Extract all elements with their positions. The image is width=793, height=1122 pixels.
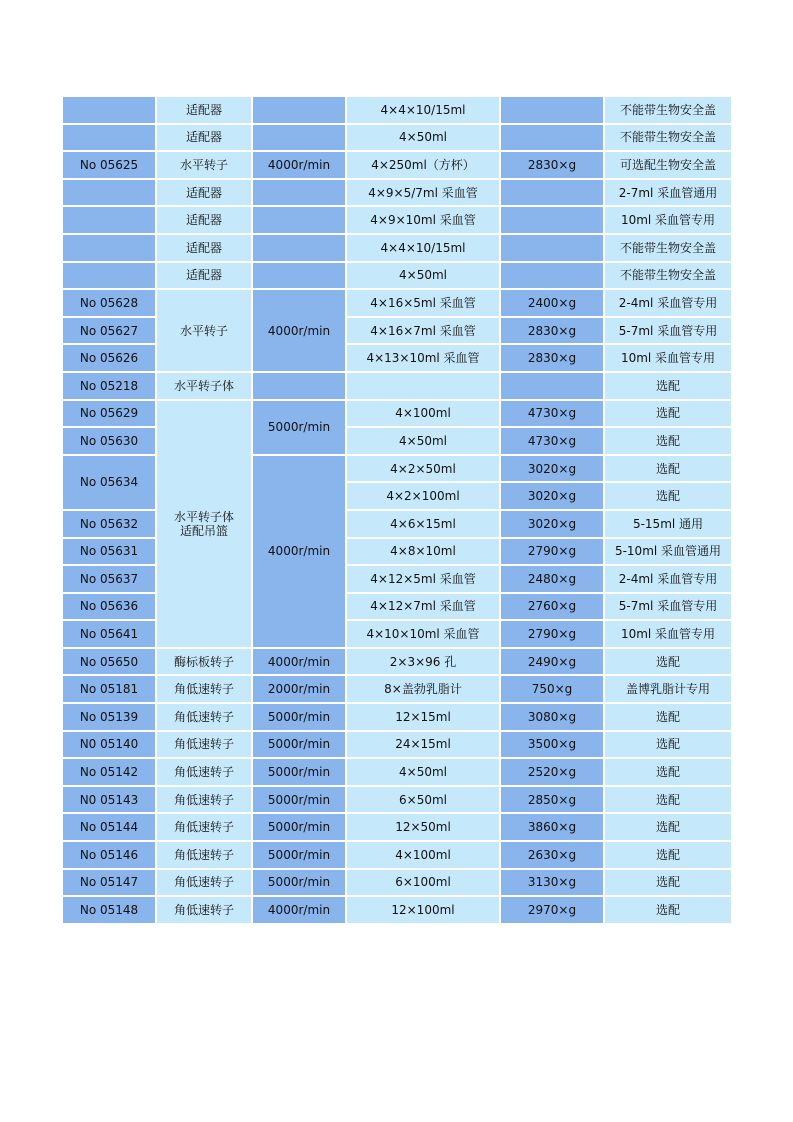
- capacity-cell: 4×13×10ml 采血管: [346, 344, 500, 372]
- rcf-cell: 2630×g: [500, 841, 604, 869]
- max-speed-cell: 4000r/min: [252, 289, 346, 372]
- catalog-number-cell: No 05637: [62, 565, 156, 593]
- catalog-number-cell: No 05634: [62, 455, 156, 510]
- max-speed-cell: 5000r/min: [252, 758, 346, 786]
- capacity-cell: 4×4×10/15ml: [346, 96, 500, 124]
- capacity-cell: 2×3×96 孔: [346, 648, 500, 676]
- rcf-cell: [500, 262, 604, 290]
- catalog-number-cell: No 05626: [62, 344, 156, 372]
- note-cell: 选配: [604, 648, 732, 676]
- capacity-cell: 24×15ml: [346, 731, 500, 759]
- catalog-number-cell: [62, 262, 156, 290]
- capacity-cell: 4×50ml: [346, 124, 500, 152]
- rcf-cell: 3020×g: [500, 482, 604, 510]
- note-cell: 不能带生物安全盖: [604, 234, 732, 262]
- note-cell: 不能带生物安全盖: [604, 262, 732, 290]
- capacity-cell: 4×8×10ml: [346, 538, 500, 566]
- catalog-number-cell: No 05139: [62, 703, 156, 731]
- note-cell: 选配: [604, 731, 732, 759]
- note-cell: 选配: [604, 813, 732, 841]
- catalog-number-cell: No 05625: [62, 151, 156, 179]
- capacity-cell: 12×50ml: [346, 813, 500, 841]
- rotor-name-cell: 适配器: [156, 262, 252, 290]
- max-speed-cell: 5000r/min: [252, 813, 346, 841]
- capacity-cell: [346, 372, 500, 400]
- capacity-cell: 4×50ml: [346, 427, 500, 455]
- note-cell: 10ml 采血管专用: [604, 620, 732, 648]
- max-speed-cell: [252, 96, 346, 124]
- rotor-name-cell: 适配器: [156, 124, 252, 152]
- note-cell: 选配: [604, 482, 732, 510]
- table-row: [62, 151, 732, 179]
- rcf-cell: 2830×g: [500, 344, 604, 372]
- rotor-name-cell: 角低速转子: [156, 896, 252, 924]
- catalog-number-cell: No 05628: [62, 289, 156, 317]
- table-row: [62, 813, 732, 841]
- capacity-cell: 4×10×10ml 采血管: [346, 620, 500, 648]
- catalog-number-cell: No 05636: [62, 593, 156, 621]
- catalog-number-cell: No 05629: [62, 400, 156, 428]
- capacity-cell: 4×50ml: [346, 262, 500, 290]
- max-speed-cell: 4000r/min: [252, 151, 346, 179]
- capacity-cell: 4×16×7ml 采血管: [346, 317, 500, 345]
- table-row: [62, 786, 732, 814]
- table-row: [62, 262, 732, 290]
- table-row: [62, 124, 732, 152]
- capacity-cell: 4×9×5/7ml 采血管: [346, 179, 500, 207]
- rcf-cell: 3860×g: [500, 813, 604, 841]
- catalog-number-cell: No 05632: [62, 510, 156, 538]
- note-cell: 10ml 采血管专用: [604, 206, 732, 234]
- rcf-cell: [500, 372, 604, 400]
- capacity-cell: 4×6×15ml: [346, 510, 500, 538]
- note-cell: 盖博乳脂计专用: [604, 675, 732, 703]
- rcf-cell: 2520×g: [500, 758, 604, 786]
- capacity-cell: 4×16×5ml 采血管: [346, 289, 500, 317]
- capacity-cell: 4×4×10/15ml: [346, 234, 500, 262]
- rotor-name-cell: 水平转子体: [156, 372, 252, 400]
- note-cell: 5-7ml 采血管专用: [604, 593, 732, 621]
- note-cell: 选配: [604, 841, 732, 869]
- rotor-name-cell: 适配器: [156, 206, 252, 234]
- rotor-name-line: 适配吊篮: [179, 523, 228, 538]
- max-speed-cell: [252, 262, 346, 290]
- catalog-number-cell: No 05142: [62, 758, 156, 786]
- table-row: [62, 869, 732, 897]
- table-row: [62, 841, 732, 869]
- table-row: [62, 758, 732, 786]
- rotor-name-cell: 角低速转子: [156, 786, 252, 814]
- note-cell: 选配: [604, 400, 732, 428]
- rcf-cell: 2790×g: [500, 538, 604, 566]
- table-row: [62, 372, 732, 400]
- rcf-cell: 3020×g: [500, 455, 604, 483]
- catalog-number-cell: [62, 179, 156, 207]
- max-speed-cell: 4000r/min: [252, 648, 346, 676]
- catalog-number-cell: [62, 124, 156, 152]
- table-row: [62, 206, 732, 234]
- max-speed-cell: [252, 206, 346, 234]
- rcf-cell: 2850×g: [500, 786, 604, 814]
- rcf-cell: [500, 206, 604, 234]
- rcf-cell: 2830×g: [500, 317, 604, 345]
- note-cell: 5-7ml 采血管专用: [604, 317, 732, 345]
- catalog-number-cell: [62, 234, 156, 262]
- max-speed-cell: 2000r/min: [252, 675, 346, 703]
- catalog-number-cell: N0 05140: [62, 731, 156, 759]
- table-row: [62, 289, 732, 317]
- rcf-cell: 4730×g: [500, 427, 604, 455]
- rotor-name-cell: 角低速转子: [156, 731, 252, 759]
- note-cell: 2-4ml 采血管专用: [604, 565, 732, 593]
- max-speed-cell: 4000r/min: [252, 896, 346, 924]
- capacity-cell: 4×2×50ml: [346, 455, 500, 483]
- note-cell: 2-7ml 采血管通用: [604, 179, 732, 207]
- catalog-number-cell: No 05631: [62, 538, 156, 566]
- catalog-number-cell: No 05146: [62, 841, 156, 869]
- rcf-cell: 2400×g: [500, 289, 604, 317]
- note-cell: 选配: [604, 427, 732, 455]
- rcf-cell: 2480×g: [500, 565, 604, 593]
- rotor-name-cell: 水平转子: [156, 151, 252, 179]
- note-cell: 选配: [604, 786, 732, 814]
- max-speed-cell: 5000r/min: [252, 731, 346, 759]
- capacity-cell: 4×50ml: [346, 758, 500, 786]
- catalog-number-cell: No 05144: [62, 813, 156, 841]
- rcf-cell: 4730×g: [500, 400, 604, 428]
- table-row: [62, 400, 732, 428]
- catalog-number-cell: No 05218: [62, 372, 156, 400]
- note-cell: 10ml 采血管专用: [604, 344, 732, 372]
- max-speed-cell: 5000r/min: [252, 786, 346, 814]
- note-cell: 不能带生物安全盖: [604, 96, 732, 124]
- rcf-cell: [500, 124, 604, 152]
- capacity-cell: 4×250ml（方杯）: [346, 151, 500, 179]
- rotor-name-cell: 角低速转子: [156, 813, 252, 841]
- capacity-cell: 6×50ml: [346, 786, 500, 814]
- table-row: [62, 96, 732, 124]
- rcf-cell: 750×g: [500, 675, 604, 703]
- catalog-number-cell: No 05147: [62, 869, 156, 897]
- capacity-cell: 4×12×5ml 采血管: [346, 565, 500, 593]
- max-speed-cell: [252, 124, 346, 152]
- max-speed-cell: 5000r/min: [252, 400, 346, 455]
- rotor-name-cell: 适配器: [156, 96, 252, 124]
- rcf-cell: 2970×g: [500, 896, 604, 924]
- note-cell: 选配: [604, 758, 732, 786]
- capacity-cell: 4×9×10ml 采血管: [346, 206, 500, 234]
- max-speed-cell: 5000r/min: [252, 703, 346, 731]
- rcf-cell: 2760×g: [500, 593, 604, 621]
- catalog-number-cell: No 05627: [62, 317, 156, 345]
- rotor-name-cell: 角低速转子: [156, 869, 252, 897]
- rotor-name-cell: 酶标板转子: [156, 648, 252, 676]
- catalog-number-cell: N0 05143: [62, 786, 156, 814]
- rcf-cell: 3080×g: [500, 703, 604, 731]
- note-cell: 5-10ml 采血管通用: [604, 538, 732, 566]
- rotor-spec-table: [62, 96, 732, 924]
- rotor-name-cell: [156, 400, 252, 648]
- rcf-cell: [500, 179, 604, 207]
- max-speed-cell: 5000r/min: [252, 869, 346, 897]
- note-cell: 2-4ml 采血管专用: [604, 289, 732, 317]
- max-speed-cell: [252, 372, 346, 400]
- rcf-cell: 3020×g: [500, 510, 604, 538]
- table-row: [62, 731, 732, 759]
- rotor-name-cell: 适配器: [156, 179, 252, 207]
- rcf-cell: 3500×g: [500, 731, 604, 759]
- note-cell: 选配: [604, 896, 732, 924]
- rcf-cell: 2490×g: [500, 648, 604, 676]
- rotor-name-cell: 角低速转子: [156, 758, 252, 786]
- capacity-cell: 12×100ml: [346, 896, 500, 924]
- table-row: [62, 675, 732, 703]
- table-row: [62, 703, 732, 731]
- table-row: [62, 648, 732, 676]
- rotor-name-line: 水平转子体: [173, 509, 234, 524]
- rcf-cell: 3130×g: [500, 869, 604, 897]
- table-row: [62, 896, 732, 924]
- note-cell: 5-15ml 通用: [604, 510, 732, 538]
- note-cell: 选配: [604, 869, 732, 897]
- table-row: [62, 234, 732, 262]
- rotor-name-cell: 适配器: [156, 234, 252, 262]
- catalog-number-cell: No 05650: [62, 648, 156, 676]
- rotor-name-cell: 水平转子: [156, 289, 252, 372]
- catalog-number-cell: No 05148: [62, 896, 156, 924]
- note-cell: 选配: [604, 703, 732, 731]
- catalog-number-cell: No 05181: [62, 675, 156, 703]
- rcf-cell: 2830×g: [500, 151, 604, 179]
- note-cell: 可选配生物安全盖: [604, 151, 732, 179]
- rcf-cell: [500, 96, 604, 124]
- rcf-cell: 2790×g: [500, 620, 604, 648]
- capacity-cell: 4×12×7ml 采血管: [346, 593, 500, 621]
- catalog-number-cell: [62, 96, 156, 124]
- rcf-cell: [500, 234, 604, 262]
- rotor-name-cell: 角低速转子: [156, 841, 252, 869]
- capacity-cell: 4×100ml: [346, 400, 500, 428]
- catalog-number-cell: [62, 206, 156, 234]
- capacity-cell: 12×15ml: [346, 703, 500, 731]
- max-speed-cell: 4000r/min: [252, 455, 346, 648]
- rotor-name-cell: 角低速转子: [156, 675, 252, 703]
- note-cell: 不能带生物安全盖: [604, 124, 732, 152]
- rotor-name-cell: 角低速转子: [156, 703, 252, 731]
- note-cell: 选配: [604, 455, 732, 483]
- max-speed-cell: [252, 179, 346, 207]
- max-speed-cell: [252, 234, 346, 262]
- table-row: [62, 179, 732, 207]
- catalog-number-cell: No 05630: [62, 427, 156, 455]
- capacity-cell: 6×100ml: [346, 869, 500, 897]
- capacity-cell: 4×100ml: [346, 841, 500, 869]
- note-cell: 选配: [604, 372, 732, 400]
- catalog-number-cell: No 05641: [62, 620, 156, 648]
- max-speed-cell: 5000r/min: [252, 841, 346, 869]
- capacity-cell: 4×2×100ml: [346, 482, 500, 510]
- capacity-cell: 8×盖勃乳脂计: [346, 675, 500, 703]
